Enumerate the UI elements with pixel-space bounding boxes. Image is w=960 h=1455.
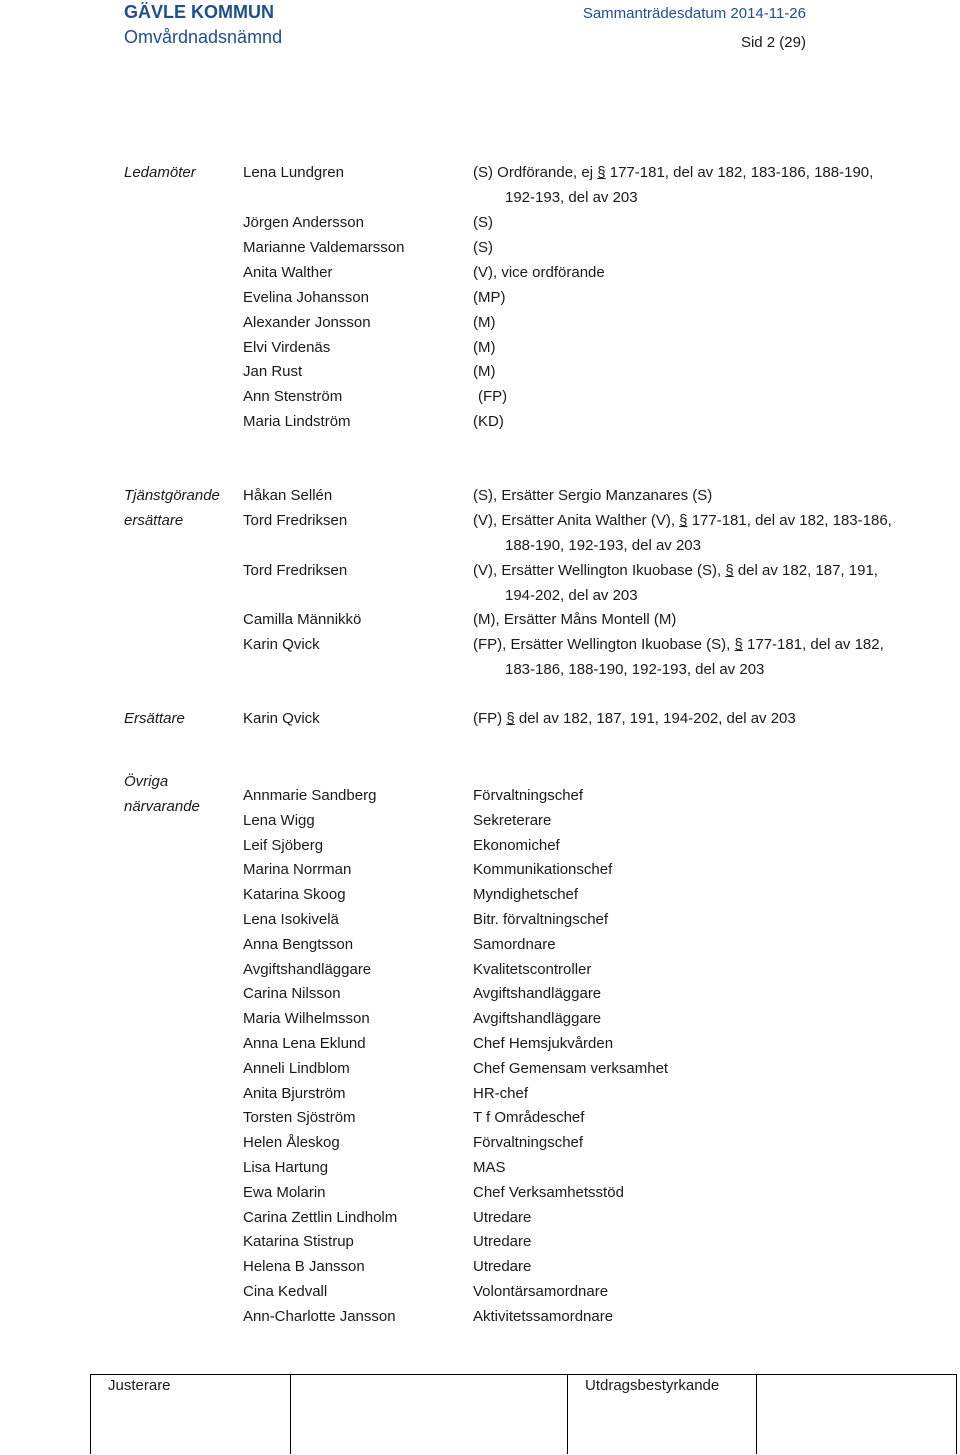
footer-divider — [756, 1374, 757, 1454]
member-name: Ann Stenström — [243, 388, 343, 405]
member-name: Alexander Jonsson — [243, 314, 371, 331]
substitute-note: (M), Ersätter Måns Montell (M) — [473, 611, 677, 628]
member-party: (S) — [473, 164, 493, 181]
member-name: Marianne Valdemarsson — [243, 239, 405, 256]
attendee-name: Helena B Jansson — [243, 1258, 365, 1275]
substitute-note-tail: 177-181, del av 182, — [747, 636, 884, 653]
department-name: Omvårdnadsnämnd — [124, 27, 283, 47]
ovriga-label-line2: närvarande — [124, 798, 200, 815]
member-name: Maria Lindström — [243, 413, 351, 430]
attendee-role: Avgiftshandläggare — [473, 1010, 602, 1027]
attendee-name: Katarina Stistrup — [243, 1233, 354, 1250]
attendee-role: MAS — [473, 1159, 506, 1176]
attendee-role: Bitr. förvaltningschef — [473, 911, 609, 928]
tjanstgorande-label-line2: ersättare — [124, 512, 184, 529]
section-sign: § — [734, 636, 743, 653]
attendee-role: Utredare — [473, 1233, 532, 1250]
member-party: (M) — [473, 363, 496, 380]
substitute-note-head: (V), Ersätter Anita Walther (V), — [473, 512, 675, 529]
member-party-note — [473, 163, 873, 183]
attendee-name: Leif Sjöberg — [243, 837, 324, 854]
page-number: Sid 2 (29) — [740, 34, 806, 51]
ersattare-name: Karin Qvick — [243, 710, 320, 727]
attendee-name: Ewa Molarin — [243, 1184, 326, 1201]
member-party: (MP) — [473, 289, 506, 306]
member-note: Ordförande, ej — [497, 164, 594, 181]
substitute-note-head: (FP), Ersätter Wellington Ikuobase (S), — [473, 636, 731, 653]
footer-divider — [567, 1374, 568, 1454]
member-note-continued: 192-193, del av 203 — [505, 189, 638, 206]
section-sign: § — [679, 512, 688, 529]
attendee-name: Maria Wilhelmsson — [243, 1010, 370, 1027]
attendee-name: Lisa Hartung — [243, 1159, 329, 1176]
attendee-role: Chef Gemensam verksamhet — [473, 1060, 669, 1077]
attendee-role: Utredare — [473, 1209, 532, 1226]
member-party: (M) — [473, 314, 496, 331]
ersattare-note-text: del av 182, 187, 191, 194-202, del av 203 — [518, 710, 796, 727]
section-sign: § — [597, 164, 606, 181]
footer-divider — [956, 1374, 957, 1454]
attendee-name: Anita Bjurström — [243, 1085, 346, 1102]
attendee-name: Annmarie Sandberg — [243, 787, 377, 804]
ersattare-party: (FP) — [473, 710, 503, 727]
section-sign: § — [506, 710, 515, 727]
member-party: (S) — [473, 214, 493, 231]
member-name: Jan Rust — [243, 363, 303, 380]
attendee-role: Myndighetschef — [473, 886, 579, 903]
member-name: Evelina Johansson — [243, 289, 369, 306]
signature-footer — [0, 1374, 960, 1454]
substitute-note-tail: 177-181, del av 182, 183-186, — [691, 512, 892, 529]
substitute-note — [473, 635, 884, 655]
attendee-name: Anna Bengtsson — [243, 936, 354, 953]
member-name: Lena Lundgren — [243, 164, 344, 181]
member-name: Anita Walther — [243, 264, 333, 281]
attendee-role: Utredare — [473, 1258, 532, 1275]
attendee-role: Ekonomichef — [473, 837, 560, 854]
attendee-name: Lena Wigg — [243, 812, 315, 829]
substitute-name: Tord Fredriksen — [243, 562, 348, 579]
attendee-role: Förvaltningschef — [473, 787, 584, 804]
ersattare-label: Ersättare — [124, 710, 185, 727]
substitute-name: Håkan Sellén — [243, 487, 333, 504]
member-party: (M) — [473, 339, 496, 356]
attendee-name: Anna Lena Eklund — [243, 1035, 366, 1052]
attendee-name: Avgiftshandläggare — [243, 961, 372, 978]
attendee-role: Sekreterare — [473, 812, 552, 829]
attendee-role: Kvalitetscontroller — [473, 961, 592, 978]
attendee-name: Ann-Charlotte Jansson — [243, 1308, 396, 1325]
substitute-name: Karin Qvick — [243, 636, 320, 653]
ledamoter-label: Ledamöter — [124, 164, 196, 181]
member-name: Elvi Virdenäs — [243, 339, 331, 356]
footer-divider — [290, 1374, 291, 1454]
attendee-role: HR-chef — [473, 1085, 529, 1102]
substitute-name: Tord Fredriksen — [243, 512, 348, 529]
attendee-role: Förvaltningschef — [473, 1134, 584, 1151]
attendee-role: Avgiftshandläggare — [473, 985, 602, 1002]
tjanstgorande-label: Tjänstgörande — [124, 487, 220, 504]
substitute-note-continued: 188-190, 192-193, del av 203 — [505, 537, 701, 554]
attendee-name: Torsten Sjöström — [243, 1109, 356, 1126]
attendee-role: Kommunikationschef — [473, 861, 613, 878]
attendee-name: Marina Norrman — [243, 861, 352, 878]
organization-name: GÄVLE KOMMUN — [124, 2, 274, 22]
attendee-name: Helen Åleskog — [243, 1134, 340, 1151]
substitute-note — [473, 561, 878, 581]
attendee-role: Chef Verksamhetsstöd — [473, 1184, 624, 1201]
attendee-role: T f Områdeschef — [473, 1109, 585, 1126]
substitute-note — [473, 511, 892, 531]
footer-divider — [90, 1374, 956, 1375]
attendee-role: Aktivitetssamordnare — [473, 1308, 614, 1325]
member-party: (S) — [473, 239, 493, 256]
substitute-note-continued: 183-186, 188-190, 192-193, del av 203 — [505, 661, 765, 678]
footer-divider — [90, 1374, 91, 1454]
substitute-note-head: (V), Ersätter Wellington Ikuobase (S), — [473, 562, 722, 579]
ovriga-label: Övriga — [124, 773, 169, 790]
substitute-name: Camilla Männikkö — [243, 611, 362, 628]
attendee-name: Katarina Skoog — [243, 886, 346, 903]
utdragsbestyrkande-label: Utdragsbestyrkande — [585, 1377, 720, 1394]
substitute-note-continued: 194-202, del av 203 — [505, 587, 638, 604]
member-party: (FP) — [478, 388, 508, 405]
attendee-name: Carina Nilsson — [243, 985, 341, 1002]
member-note-tail: 177-181, del av 182, 183-186, 188-190, — [609, 164, 874, 181]
justerare-label: Justerare — [108, 1377, 171, 1394]
member-name: Jörgen Andersson — [243, 214, 364, 231]
attendee-name: Lena Isokivelä — [243, 911, 339, 928]
attendee-role: Volontärsamordnare — [473, 1283, 609, 1300]
section-sign: § — [725, 562, 734, 579]
attendee-name: Anneli Lindblom — [243, 1060, 350, 1077]
attendee-role: Chef Hemsjukvården — [473, 1035, 614, 1052]
attendee-name: Cina Kedvall — [243, 1283, 328, 1300]
member-party: (V), vice ordförande — [473, 264, 605, 281]
attendee-role: Samordnare — [473, 936, 556, 953]
attendee-name: Carina Zettlin Lindholm — [243, 1209, 398, 1226]
member-party: (KD) — [473, 413, 504, 430]
substitute-note-tail: del av 182, 187, 191, — [737, 562, 878, 579]
meeting-date: Sammanträdesdatum 2014-11-26 — [582, 5, 806, 22]
ersattare-note — [473, 709, 796, 729]
substitute-note: (S), Ersätter Sergio Manzanares (S) — [473, 487, 713, 504]
